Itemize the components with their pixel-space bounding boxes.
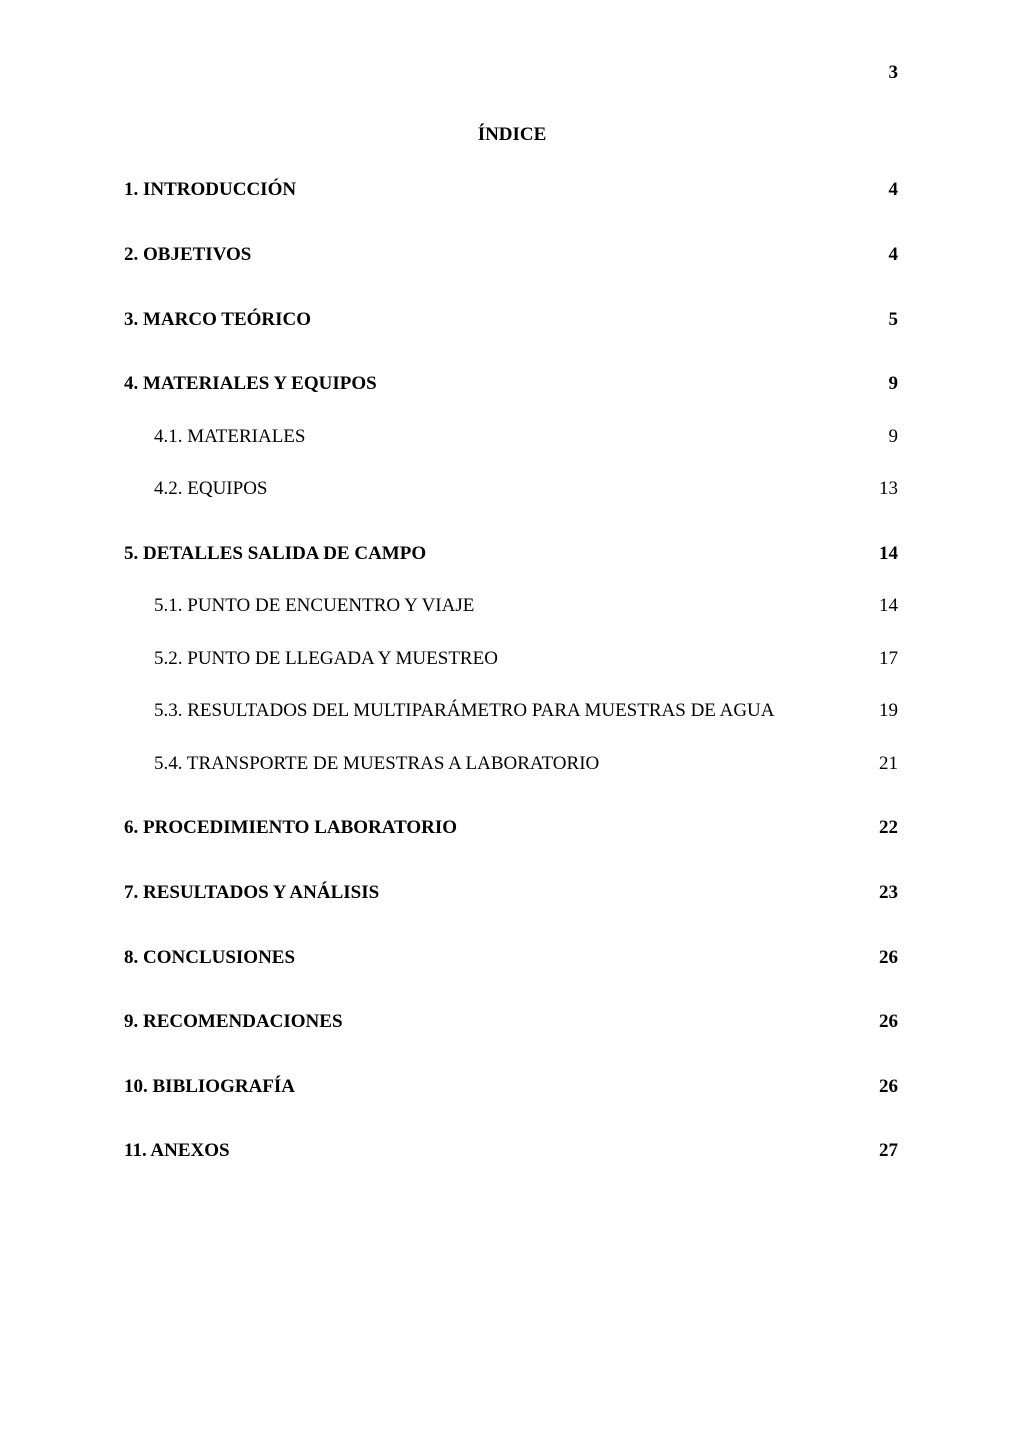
toc-entry-label: 9. RECOMENDACIONES: [124, 1011, 343, 1032]
page-number: 3: [888, 62, 898, 83]
toc-entry-page: 22: [879, 817, 898, 838]
toc-entry-label: 2. OBJETIVOS: [124, 244, 252, 265]
toc-entry-page: 13: [879, 478, 898, 499]
toc-entry-page: 17: [879, 648, 898, 669]
toc-entry-materiales[interactable]: [124, 424, 898, 450]
toc-entry-introduccion[interactable]: [124, 177, 898, 203]
toc-entry-label: 6. PROCEDIMIENTO LABORATORIO: [124, 817, 458, 838]
toc-entry-label: 5.1. PUNTO DE ENCUENTRO Y VIAJE: [154, 595, 475, 616]
toc-entry-page: 26: [879, 1011, 898, 1032]
toc-entry-page: 26: [879, 1076, 898, 1097]
toc-entry-page: 9: [888, 373, 898, 394]
toc-entry-transporte-de-muestras[interactable]: [124, 751, 898, 777]
toc-entry-resultados-multiparametro[interactable]: [124, 698, 898, 724]
toc-entry-page: 5: [888, 309, 898, 330]
toc-entry-label: 4. MATERIALES Y EQUIPOS: [124, 373, 377, 394]
toc-entry-page: 4: [888, 179, 898, 200]
toc-entry-page: 27: [879, 1140, 898, 1161]
toc-entry-marco-teorico[interactable]: [124, 307, 898, 333]
toc-entry-label: 4.2. EQUIPOS: [154, 478, 268, 499]
toc-entry-label: 5. DETALLES SALIDA DE CAMPO: [124, 543, 427, 564]
toc-entry-label: 5.3. RESULTADOS DEL MULTIPARÁMETRO PARA MUESTRAS DE AGUA: [154, 700, 775, 721]
toc-entry-label: 5.4. TRANSPORTE DE MUESTRAS A LABORATORIO: [154, 753, 600, 774]
toc-entry-label: 11. ANEXOS: [124, 1140, 230, 1161]
toc-entry-label: 8. CONCLUSIONES: [124, 947, 296, 968]
toc-entry-bibliografia[interactable]: [124, 1074, 898, 1100]
toc-entry-label: 10. BIBLIOGRAFÍA: [124, 1076, 296, 1097]
toc-entry-objetivos[interactable]: [124, 242, 898, 268]
toc-entry-label: 5.2. PUNTO DE LLEGADA Y MUESTREO: [154, 648, 498, 669]
toc-entry-materiales-y-equipos[interactable]: [124, 371, 898, 397]
toc-entry-label: 4.1. MATERIALES: [154, 426, 306, 447]
toc-entry-recomendaciones[interactable]: [124, 1009, 898, 1035]
toc-entry-label: 1. INTRODUCCIÓN: [124, 179, 297, 200]
toc-entry-punto-de-encuentro[interactable]: [124, 593, 898, 619]
toc-entry-equipos[interactable]: [124, 476, 898, 502]
toc-entry-page: 21: [879, 753, 898, 774]
toc-entry-anexos[interactable]: [124, 1138, 898, 1164]
toc-entry-page: 14: [879, 595, 898, 616]
toc-entry-resultados-y-analisis[interactable]: [124, 880, 898, 906]
toc-entry-page: 9: [888, 426, 898, 447]
toc-title: ÍNDICE: [477, 124, 547, 145]
toc-entry-label: 3. MARCO TEÓRICO: [124, 309, 312, 330]
toc-entry-page: 4: [888, 244, 898, 265]
toc-entry-procedimiento-laboratorio[interactable]: [124, 815, 898, 841]
toc-entry-punto-de-llegada[interactable]: [124, 646, 898, 672]
toc-entry-page: 26: [879, 947, 898, 968]
toc-entry-page: 19: [879, 700, 898, 721]
toc-entry-conclusiones[interactable]: [124, 945, 898, 971]
toc-entry-page: 23: [879, 882, 898, 903]
toc-entry-page: 14: [879, 543, 898, 564]
toc-entry-label: 7. RESULTADOS Y ANÁLISIS: [124, 882, 380, 903]
toc-entry-detalles-salida-de-campo[interactable]: [124, 541, 898, 567]
